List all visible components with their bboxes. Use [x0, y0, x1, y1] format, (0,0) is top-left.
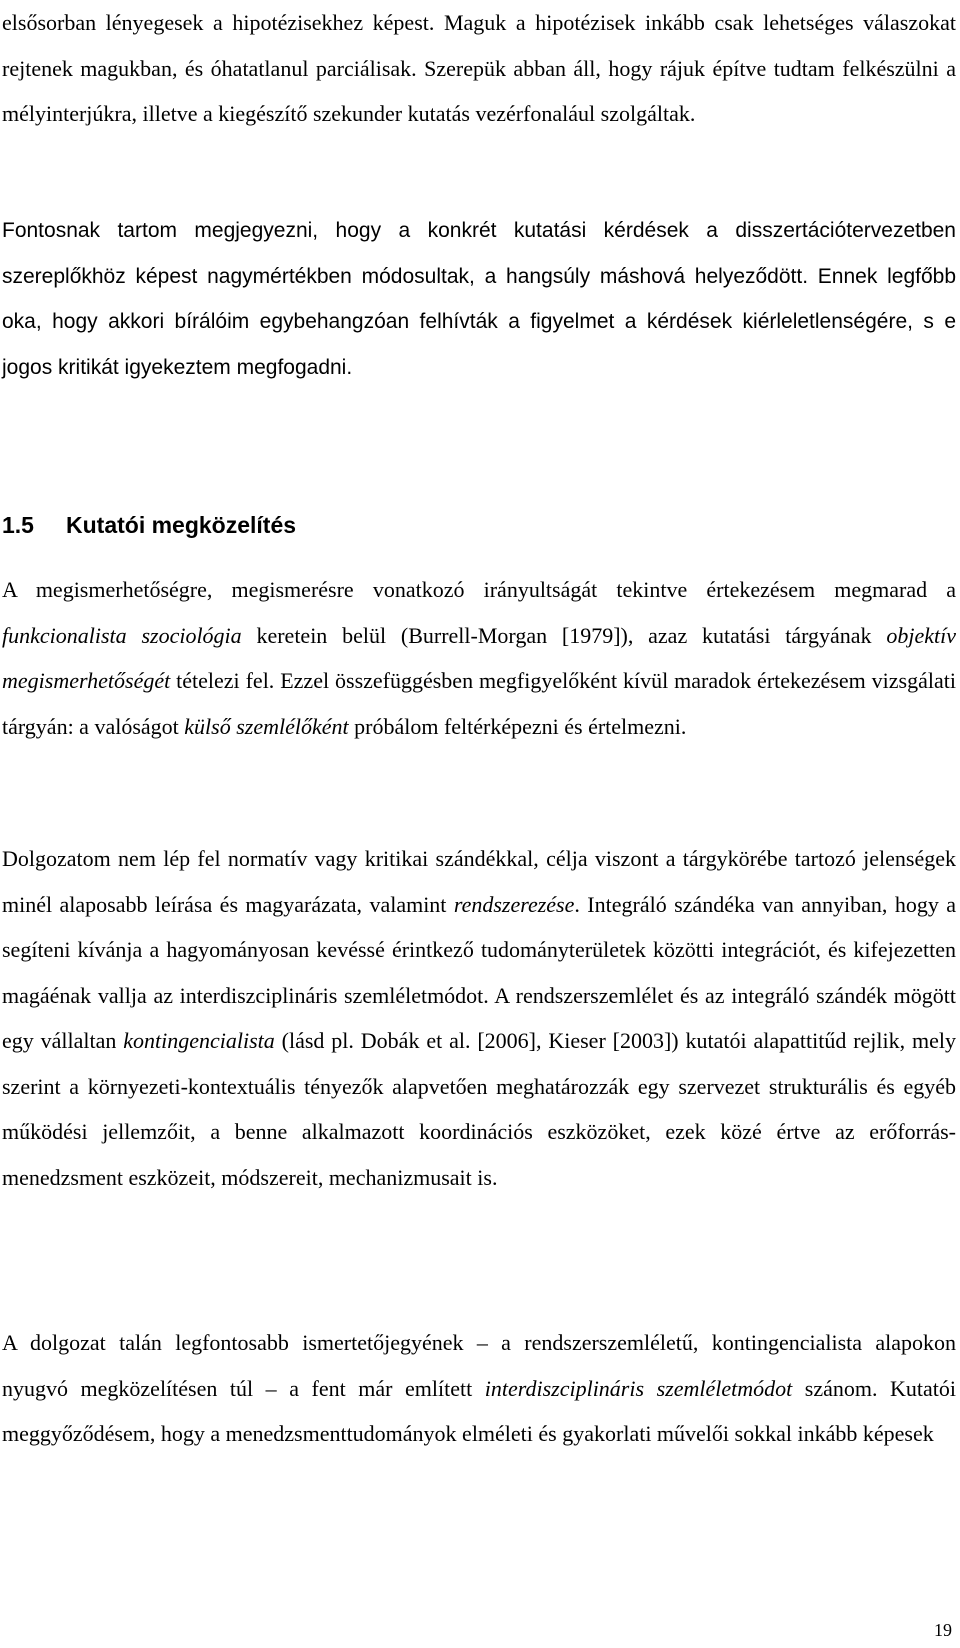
text-run: Dolgozatom nem lép fel normatív vagy kritikai szándékkal, célja viszont a tárgykörébe tartozó jelenségek minél alaposabb leírása és magyarázata, valamint	[2, 846, 956, 917]
text-run: A dolgozat talán legfontosabb ismertetőjegyének – a rendszerszemléletű, kontingencialista alapokon nyugvó megközelítésen túl – a fent már említett	[2, 1330, 956, 1401]
section-heading	[2, 510, 296, 540]
italic-term: interdiszciplináris szemléletmódot	[484, 1375, 793, 1401]
paragraph-hypotheses: elsősorban lényegesek a hipotézisekhez képest. Maguk a hipotézisek inkább csak lehetséges válaszokat rejtenek magukban, és óhatatlanul parciálisak. Szerepük abban áll, hogy rájuk építve tudtam felkészülni a mélyinterjúkra, illetve a kiegészítő szekunder kutatás vezérfonalául szolgáltak.	[2, 10, 956, 126]
text-run: szánom. Kutatói meggyőződésem, hogy a menedzsmenttudományok elméleti és gyakorlati művelői sokkal inkább képesek	[2, 1375, 957, 1446]
italic-term: külső szemlélőként	[184, 713, 349, 739]
text-run: próbálom feltérképezni és értelmezni.	[348, 713, 687, 739]
italic-term: objektív megismerhetőségét	[2, 622, 956, 693]
italic-term: rendszerezése	[453, 891, 575, 917]
italic-term: funkcionalista szociológia	[2, 622, 242, 648]
text-run: (lásd pl. Dobák et al. [2006], Kieser [2003]) kutatói alapattitűd rejlik, mely szerint a környezeti-kontextuális tényezők alapvetően meghatározzák egy szervezet strukturális és egyéb működési jellemzőit, a benne alkalmazott koordinációs eszközöket, ezek közé értve az erőforrás-menedzsment eszközeit, módszereit, mechanizmusait is.	[2, 1028, 956, 1190]
section-number: 1.5	[2, 512, 34, 538]
section-title: Kutatói megközelítés	[66, 512, 297, 538]
italic-term: kontingencialista	[123, 1028, 275, 1053]
text-run: . Integráló szándéka van annyiban, hogy a segíteni kívánja a hagyományosan kevéssé érintkező tudományterületek közötti integrációt, és kifejezetten magáénak vallja az interdiszciplináris szemléletmódot. A rendszerszemlélet és az integráló szándék mögött egy vállaltan	[2, 891, 956, 1053]
paragraph-research-questions: Fontosnak tartom megjegyezni, hogy a konkrét kutatási kérdések a disszertációtervezetben szereplőkhöz képest nagymértékben módosultak, a hangsúly máshová helyeződött. Ennek legfőbb oka, hogy akkori bírálóim egybehangzóan felhívták a figyelmet a kérdések kiérleletlenségére, s e jogos kritikát igyekeztem megfogadni.	[2, 219, 956, 379]
paragraph-functionalist-approach	[2, 567, 956, 749]
text-run: A megismerhetőségre, megismerésre vonatkozó irányultságát tekintve értekezésem megmarad a	[2, 577, 956, 602]
paragraph-interdisciplinary	[2, 1320, 956, 1457]
text-run: tételezi fel. Ezzel összefüggésben megfigyelőként kívül maradok értekezésem vizsgálati tárgyán: a valóságot	[2, 668, 956, 739]
page-number: 19	[934, 1620, 952, 1640]
text-run: keretein belül (Burrell-Morgan [1979]), azaz kutatási tárgyának	[241, 622, 887, 648]
paragraph-contingency-approach	[2, 836, 956, 1200]
